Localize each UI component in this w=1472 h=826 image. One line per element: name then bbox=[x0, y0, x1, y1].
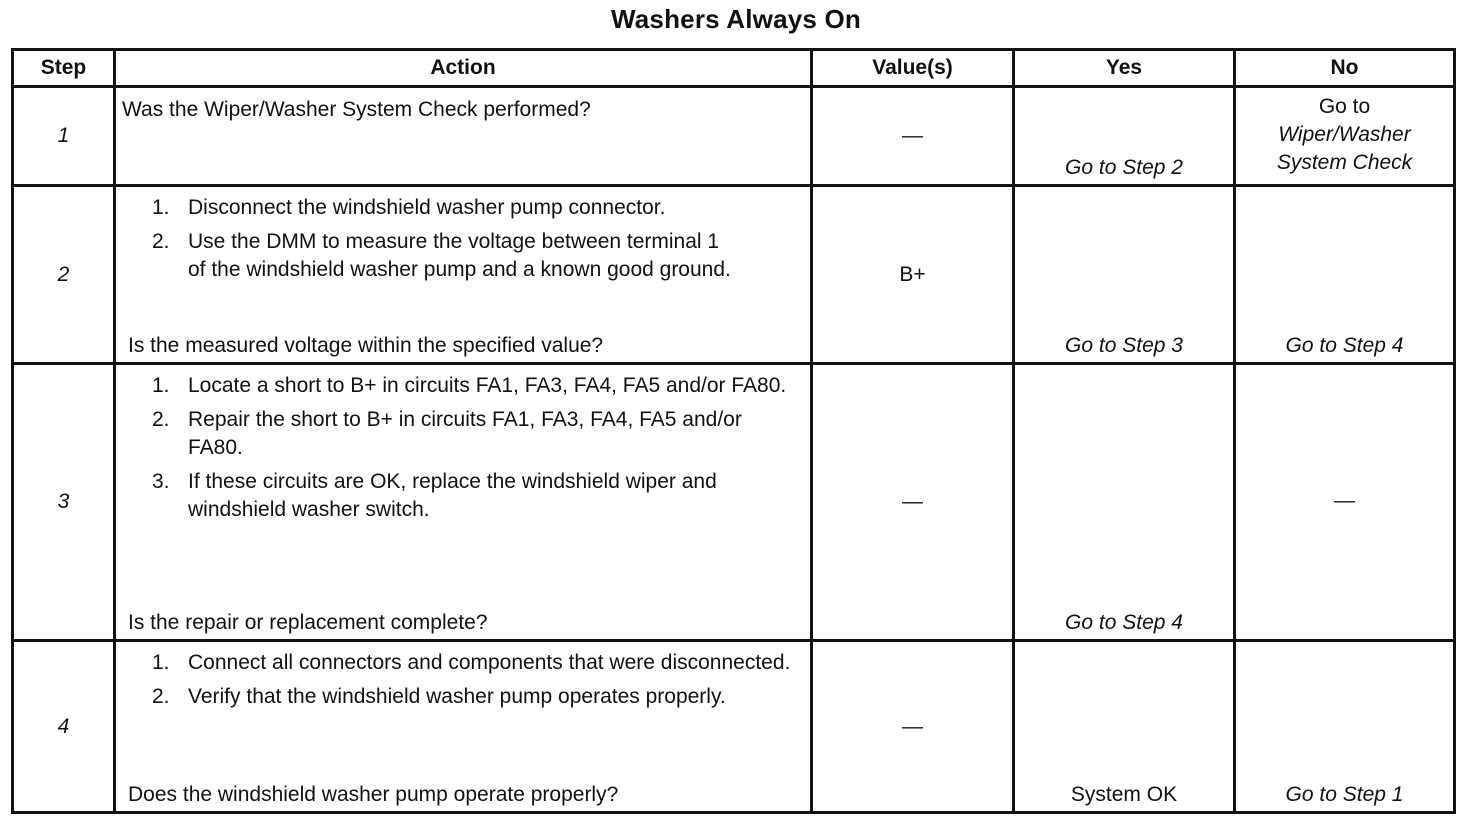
no-line: Wiper/Washer bbox=[1278, 123, 1411, 146]
page-title: Washers Always On bbox=[610, 4, 861, 34]
table-row bbox=[13, 364, 1455, 641]
action-item: 1. Connect all connectors and components that were disconnected. bbox=[152, 651, 791, 674]
action-question: Is the repair or replacement complete? bbox=[128, 611, 488, 634]
diagnostic-table bbox=[11, 48, 1456, 814]
step-number: 3 bbox=[13, 364, 115, 641]
action-item: 1. Disconnect the windshield washer pump connector. bbox=[152, 196, 666, 219]
no-line: System Check bbox=[1276, 151, 1413, 174]
header-values: Value(s) bbox=[812, 50, 1014, 87]
no-cell: — bbox=[1235, 364, 1455, 641]
action-item: 1. Locate a short to B+ in circuits FA1, FA3, FA4, FA5 and/or FA80. bbox=[152, 374, 787, 397]
yes-cell: Go to Step 4 bbox=[1014, 364, 1235, 641]
action-cell bbox=[115, 87, 812, 186]
action-question: Was the Wiper/Washer System Check performed? bbox=[122, 98, 591, 121]
action-item: 2. Verify that the windshield washer pump operates properly. bbox=[152, 685, 726, 708]
action-question: Is the measured voltage within the specified value? bbox=[128, 334, 604, 357]
table-row bbox=[13, 641, 1455, 813]
header-no: No bbox=[1235, 50, 1455, 87]
action-cell bbox=[115, 364, 812, 641]
value-cell: — bbox=[812, 641, 1014, 813]
step-number: 1 bbox=[13, 87, 115, 186]
header-yes: Yes bbox=[1014, 50, 1235, 87]
action-cell bbox=[115, 186, 812, 364]
action-item: 3. If these circuits are OK, replace the windshield wiper and windshield washer switch. bbox=[152, 470, 717, 521]
no-cell bbox=[1235, 87, 1455, 186]
yes-cell: System OK bbox=[1014, 641, 1235, 813]
action-item: 2. Use the DMM to measure the voltage between terminal 1 of the windshield washer pump and a known good ground. bbox=[152, 230, 731, 281]
table-header-row bbox=[13, 50, 1455, 87]
action-cell bbox=[115, 641, 812, 813]
yes-cell: Go to Step 2 bbox=[1014, 87, 1235, 186]
value-cell: B+ bbox=[812, 186, 1014, 364]
value-cell: — bbox=[812, 364, 1014, 641]
action-item: 2. Repair the short to B+ in circuits FA1, FA3, FA4, FA5 and/or FA80. bbox=[152, 408, 742, 459]
step-number: 4 bbox=[13, 641, 115, 813]
table-row bbox=[13, 87, 1455, 186]
action-question: Does the windshield washer pump operate properly? bbox=[128, 783, 619, 806]
table-row bbox=[13, 186, 1455, 364]
no-cell: Go to Step 1 bbox=[1235, 641, 1455, 813]
yes-cell: Go to Step 3 bbox=[1014, 186, 1235, 364]
no-cell: Go to Step 4 bbox=[1235, 186, 1455, 364]
header-step: Step bbox=[13, 50, 115, 87]
no-line: Go to bbox=[1318, 95, 1371, 118]
value-cell: — bbox=[812, 87, 1014, 186]
header-action: Action bbox=[115, 50, 812, 87]
step-number: 2 bbox=[13, 186, 115, 364]
